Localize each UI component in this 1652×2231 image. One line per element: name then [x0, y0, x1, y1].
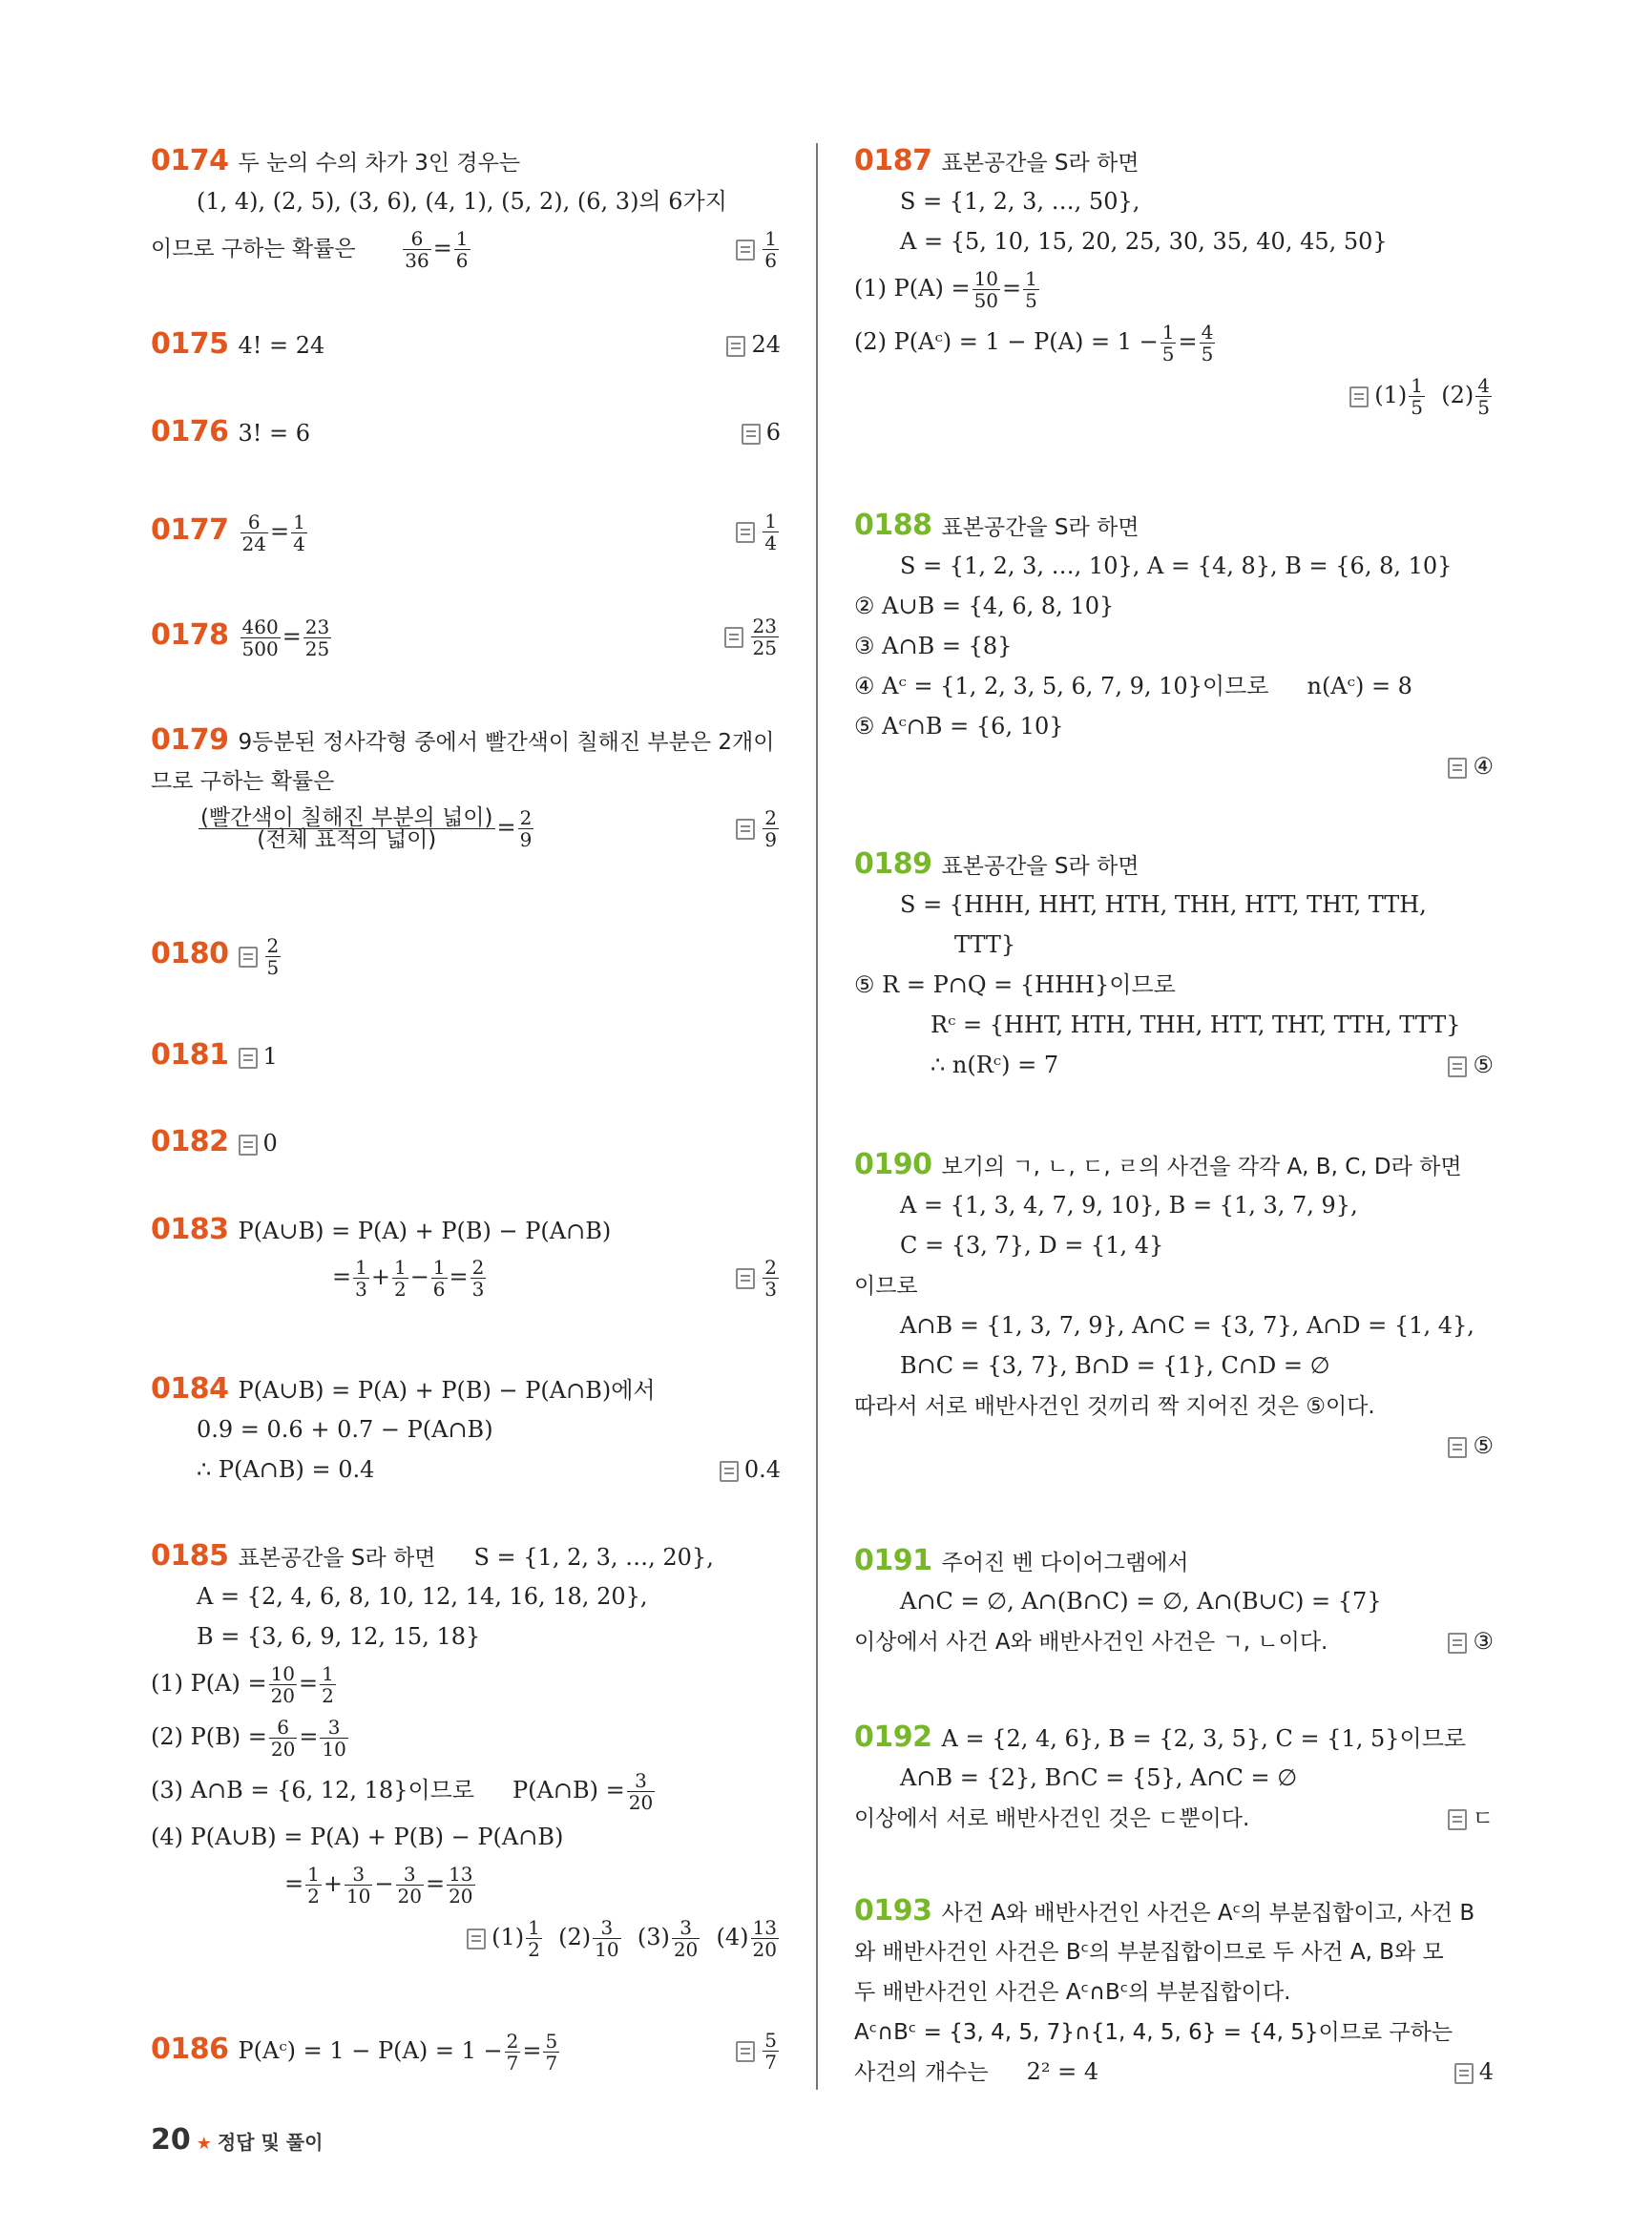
solution-text: P(A∪B) = P(A) + P(B) − P(A∩B)	[238, 1218, 612, 1244]
problem-0179: 0179 9등분된 정사각형 중에서 빨간색이 칠해진 부분은 2개이 므로 구하는 확률은 $\frac{\text{(빨간색이 칠해진 부분의 넓이)}}{\text{(전체 표적의 넓이)}}$ = $\frac{2}{9}$ $\frac{2}{9}$	[151, 720, 781, 854]
solution-text: S = {HHH, HHT, HTH, THH, HTT, THT, TTH,	[900, 891, 1427, 918]
problem-0182	[151, 1122, 781, 1162]
solution-text: ∴ P(A∩B) = 0.4	[197, 1456, 375, 1483]
answer-icon	[742, 424, 761, 445]
problem-0184	[151, 1369, 781, 1490]
answer-icon	[724, 627, 743, 648]
answer-icon	[736, 2041, 755, 2062]
problem-0191	[854, 1541, 1494, 1661]
fraction: $\frac{\text{(빨간색이 칠해진 부분의 넓이)}}{\text{(전체 표적의 넓이)}}$	[200, 805, 493, 852]
solution-text: B∩C = {3, 7}, B∩D = {1}, C∩D = ∅	[900, 1352, 1330, 1379]
solution-text: A∩C = ∅, A∩(B∩C) = ∅, A∩(B∪C) = {7}	[900, 1588, 1382, 1615]
solution-text: S = {1, 2, 3, …, 20},	[473, 1544, 714, 1571]
fraction: $\frac{460}{500}$	[241, 615, 279, 660]
fraction: $\frac{1}{6}$	[455, 227, 469, 272]
problem-number: 0180	[151, 937, 229, 970]
answer: ㄷ	[1448, 1798, 1494, 1839]
problem-number: 0188	[854, 509, 932, 542]
answer-icon	[720, 1461, 739, 1482]
solution-text: ⑤ R = P∩Q = {HHH}이므로	[854, 971, 1176, 998]
answer: $\frac{1}{6}$	[736, 221, 781, 275]
problem-number: 0176	[151, 415, 229, 448]
answer: 0.4	[720, 1449, 781, 1490]
solution-text: Aᶜ∩Bᶜ = {3, 4, 5, 7}∩{1, 4, 5, 6} = {4, 5}이므로 구하는	[854, 2020, 1453, 2045]
problem-number: 0187	[854, 144, 932, 177]
answer: $\frac{2}{3}$	[736, 1250, 781, 1303]
solution-text: (4) P(A∪B) = P(A) + P(B) − P(A∩B)	[151, 1824, 564, 1850]
problem-0187: 0187 표본공간을 S라 하면 S = {1, 2, 3, …, 50}, A = {5, 10, 15, 20, 25, 30, 35, 40, 45, 50} (1) P(A) = $\frac{10}{50}$ = $\frac{1}{5}$ (2) P(Aᶜ) = 1 − P(A) = 1 − $\frac{1}{5}$ = $\frac{4}{5}$ (1) $\frac{1}{5}$ (2) $\frac{4}{5}$	[854, 141, 1494, 422]
solution-text: A = {5, 10, 15, 20, 25, 30, 35, 40, 45, 50}	[900, 228, 1388, 255]
answer: (1) $\frac{1}{5}$ (2) $\frac{4}{5}$	[1349, 368, 1494, 422]
solution-text: S = {1, 2, 3, …, 10}, A = {4, 8}, B = {6, 8, 10}	[900, 553, 1453, 579]
problem-number: 0192	[854, 1720, 932, 1754]
solution-text: 0.9 = 0.6 + 0.7 − P(A∩B)	[197, 1416, 493, 1443]
solution-text: 주어진 벤 다이어그램에서	[941, 1551, 1189, 1575]
answer-icon	[736, 819, 755, 840]
solution-text: (1) P(A) =	[854, 275, 971, 302]
problem-0193	[854, 1891, 1494, 2092]
problem-0183: 0183 P(A∪B) = P(A) + P(B) − P(A∩B) = $\frac{1}{3}$ + $\frac{1}{2}$ − $\frac{1}{6}$ = $\frac{2}{3}$ $\frac{2}{3}$	[151, 1210, 781, 1303]
answer: 0	[262, 1130, 278, 1157]
fraction: $\frac{6}{24}$	[241, 511, 266, 555]
problem-number: 0179	[151, 723, 229, 757]
answer-icon	[1454, 2063, 1474, 2084]
problem-number: 0183	[151, 1213, 229, 1246]
problem-0176	[151, 412, 781, 452]
answer: ④	[1448, 746, 1494, 786]
problem-0186: 0186 P(Aᶜ) = 1 − P(A) = 1 − $\frac{2}{7}$ = $\frac{5}{7}$ $\frac{5}{7}$	[151, 2023, 781, 2076]
problem-number: 0191	[854, 1544, 932, 1577]
solution-text: 3! = 6	[238, 420, 311, 447]
problem-number: 0177	[151, 513, 229, 547]
answer-icon	[239, 1048, 258, 1069]
solution-text: ④ Aᶜ = {1, 2, 3, 5, 6, 7, 9, 10}이므로	[854, 673, 1269, 699]
solution-text: P(Aᶜ) = 1 − P(A) = 1 −	[238, 2037, 503, 2064]
problem-0192	[854, 1718, 1494, 1838]
star-icon: ★	[196, 2134, 212, 2154]
solution-text: (2) P(B) =	[151, 1723, 267, 1750]
solution-text: 사건 A와 배반사건인 사건은 Aᶜ의 부분집합이고, 사건 B	[941, 1901, 1475, 1926]
answer: 1	[262, 1043, 278, 1070]
answer: 24	[726, 324, 781, 365]
problem-0178: 0178 $\frac{460}{500}$ = $\frac{23}{25}$ $\frac{23}{25}$	[151, 609, 781, 662]
answer-icon	[1448, 1437, 1467, 1458]
solution-text: ③ A∩B = {8}	[854, 633, 1013, 659]
problem-number: 0185	[151, 1539, 229, 1573]
problem-number: 0193	[854, 1894, 932, 1928]
answer-icon	[1349, 386, 1369, 407]
problem-number: 0178	[151, 618, 229, 652]
problem-0180	[151, 928, 781, 981]
answer: (1) $\frac{1}{2}$ (2) $\frac{3}{10}$ (3) $\frac{3}{20}$ (4) $\frac{13}{20}$	[467, 1910, 781, 1964]
solution-text: ② A∪B = {4, 6, 8, 10}	[854, 593, 1115, 619]
solution-text: 와 배반사건인 사건은 Bᶜ의 부분집합이므로 두 사건 A, B와 모	[854, 1940, 1444, 1965]
answer: 6	[742, 412, 781, 452]
solution-text: P(A∪B) = P(A) + P(B) − P(A∩B)에서	[238, 1377, 656, 1404]
answer-icon	[1448, 1809, 1467, 1830]
solution-text: ∴ n(Rᶜ) = 7	[931, 1052, 1059, 1078]
answer: $\frac{1}{4}$	[736, 504, 781, 557]
answer: $\frac{23}{25}$	[724, 609, 781, 662]
answer: ⑤	[1448, 1045, 1494, 1085]
solution-text: 따라서 서로 배반사건인 것끼리 짝 지어진 것은 ⑤이다.	[854, 1394, 1375, 1419]
solution-text: A = {2, 4, 6, 8, 10, 12, 14, 16, 18, 20},	[197, 1583, 648, 1610]
solution-text: (3) A∩B = {6, 12, 18}이므로	[151, 1777, 475, 1804]
fraction: $\frac{1}{4}$	[293, 511, 305, 555]
solution-text: Rᶜ = {HHT, HTH, THH, HTT, THT, TTH, TTT}	[931, 1011, 1461, 1038]
solution-text: 이므로 구하는 확률은	[151, 237, 356, 261]
problem-number: 0175	[151, 327, 229, 361]
solution-text: 두 배반사건인 사건은 Aᶜ∩Bᶜ의 부분집합이다.	[854, 1980, 1291, 2005]
page-footer	[151, 2123, 323, 2157]
problem-0177: 0177 $\frac{6}{24}$ = $\frac{1}{4}$ $\frac{1}{4}$	[151, 504, 781, 557]
solution-text: A = {2, 4, 6}, B = {2, 3, 5}, C = {1, 5}이므로	[941, 1725, 1467, 1752]
solution-text: P(A∩B) =	[512, 1777, 625, 1804]
solution-text: 이상에서 사건 A와 배반사건인 사건은 ㄱ, ㄴ이다.	[854, 1630, 1328, 1655]
solution-text: 두 눈의 수의 차가 3인 경우는	[238, 151, 521, 176]
answer: ③	[1448, 1621, 1494, 1661]
problem-number: 0182	[151, 1125, 229, 1158]
problem-number: 0190	[854, 1148, 932, 1181]
fraction: $\frac{2}{9}$	[519, 806, 533, 851]
answer: ⑤	[1448, 1426, 1494, 1466]
solution-text: (1, 4), (2, 5), (3, 6), (4, 1), (5, 2), (6, 3)의 6가지	[197, 188, 727, 215]
answer-icon	[736, 1268, 755, 1289]
problem-0185: 0185 표본공간을 S라 하면 S = {1, 2, 3, …, 20}, A = {2, 4, 6, 8, 10, 12, 14, 16, 18, 20}, B = {3, 6, 9, 12, 15, 18} (1) P(A) = $\frac{10}{20}$ = $\frac{1}{2}$ (2) P(B) = $\frac{6}{20}$ = $\frac{3}{10}$ (3) A∩B = {6, 12, 18}이므로 P(A∩B) = $\frac{3}{20}$ (4) P(A∪B) = P(A) + P(B) − P(A∩B) = $\frac{1}{2}$ + $\frac{3}{10}$ − $\frac{3}{20}$ = $\frac{13}{20}$ (1) $\frac{1}{2}$ (2) $\frac{3}{10}$ (3) $\frac{3}{20}$ (4) $\frac{13}{20}$	[151, 1536, 781, 1964]
answer: $\frac{2}{5}$	[266, 934, 280, 979]
fraction: $\frac{23}{25}$	[304, 615, 330, 660]
solution-text: 9등분된 정사각형 중에서 빨간색이 칠해진 부분은 2개이	[238, 730, 775, 755]
solution-text: ⑤ Aᶜ∩B = {6, 10}	[854, 713, 1064, 740]
solution-text: A∩B = {2}, B∩C = {5}, A∩C = ∅	[900, 1764, 1298, 1791]
answer-icon	[239, 1135, 258, 1156]
answer: 4	[1454, 2052, 1494, 2092]
solution-text: 사건의 개수는	[854, 2060, 989, 2085]
problem-number: 0184	[151, 1372, 229, 1406]
solution-text: (2) P(Aᶜ) = 1 − P(A) = 1 −	[854, 328, 1159, 355]
solution-text: 므로 구하는 확률은	[151, 769, 335, 794]
solution-text: S = {1, 2, 3, …, 50},	[900, 188, 1140, 215]
answer-icon	[1448, 1056, 1467, 1077]
answer-icon	[239, 947, 258, 968]
footer-title: 정답 및 풀이	[217, 2131, 324, 2154]
solution-text: 표본공간을 S라 하면	[941, 151, 1140, 176]
problem-number: 0186	[151, 2033, 229, 2066]
problem-0175	[151, 324, 781, 365]
solution-text: 표본공간을 S라 하면	[941, 854, 1140, 879]
page-number: 20	[151, 2123, 191, 2157]
solution-text: C = {3, 7}, D = {1, 4}	[900, 1232, 1164, 1259]
solution-text: TTT}	[954, 931, 1016, 958]
answer-icon	[736, 522, 755, 543]
answer-icon	[467, 1929, 486, 1950]
problem-0174: 0174 두 눈의 수의 차가 3인 경우는 (1, 4), (2, 5), (3, 6), (4, 1), (5, 2), (6, 3)의 6가지 이므로 구하는 확률은 $\frac{6}{36}$ = $\frac{1}{6}$ $\frac{1}{6}$	[151, 141, 781, 275]
solution-text: (1) P(A) =	[151, 1670, 267, 1697]
problem-number: 0174	[151, 144, 229, 177]
problem-0189	[854, 844, 1494, 1085]
solution-text: 표본공간을 S라 하면	[941, 515, 1140, 540]
answer-icon	[726, 336, 745, 357]
solution-text: 이므로	[854, 1274, 918, 1299]
problem-0181	[151, 1035, 781, 1075]
problem-number: 0189	[854, 847, 932, 881]
answer-icon	[736, 240, 755, 261]
answer: $\frac{2}{9}$	[736, 801, 781, 854]
answer-icon	[1448, 758, 1467, 779]
problem-number: 0181	[151, 1038, 229, 1072]
solution-text: B = {3, 6, 9, 12, 15, 18}	[197, 1623, 481, 1650]
solution-text: 보기의 ㄱ, ㄴ, ㄷ, ㄹ의 사건을 각각 A, B, C, D라 하면	[941, 1155, 1462, 1179]
column-divider	[816, 143, 818, 2090]
solution-text: A = {1, 3, 4, 7, 9, 10}, B = {1, 3, 7, 9},	[900, 1192, 1358, 1219]
answer: $\frac{5}{7}$	[736, 2023, 781, 2076]
solution-text: 4! = 24	[238, 332, 325, 359]
problem-0188	[854, 506, 1494, 786]
solution-text: 이상에서 서로 배반사건인 것은 ㄷ뿐이다.	[854, 1806, 1250, 1831]
solution-text: n(Aᶜ) = 8	[1307, 673, 1412, 699]
solution-text: 2² = 4	[1026, 2058, 1099, 2085]
fraction: $\frac{6}{36}$	[405, 227, 429, 272]
solution-text: A∩B = {1, 3, 7, 9}, A∩C = {3, 7}, A∩D = {1, 4},	[900, 1312, 1474, 1339]
answer-icon	[1448, 1633, 1467, 1654]
solution-text: 표본공간을 S라 하면	[238, 1546, 436, 1571]
problem-0190	[854, 1145, 1494, 1466]
